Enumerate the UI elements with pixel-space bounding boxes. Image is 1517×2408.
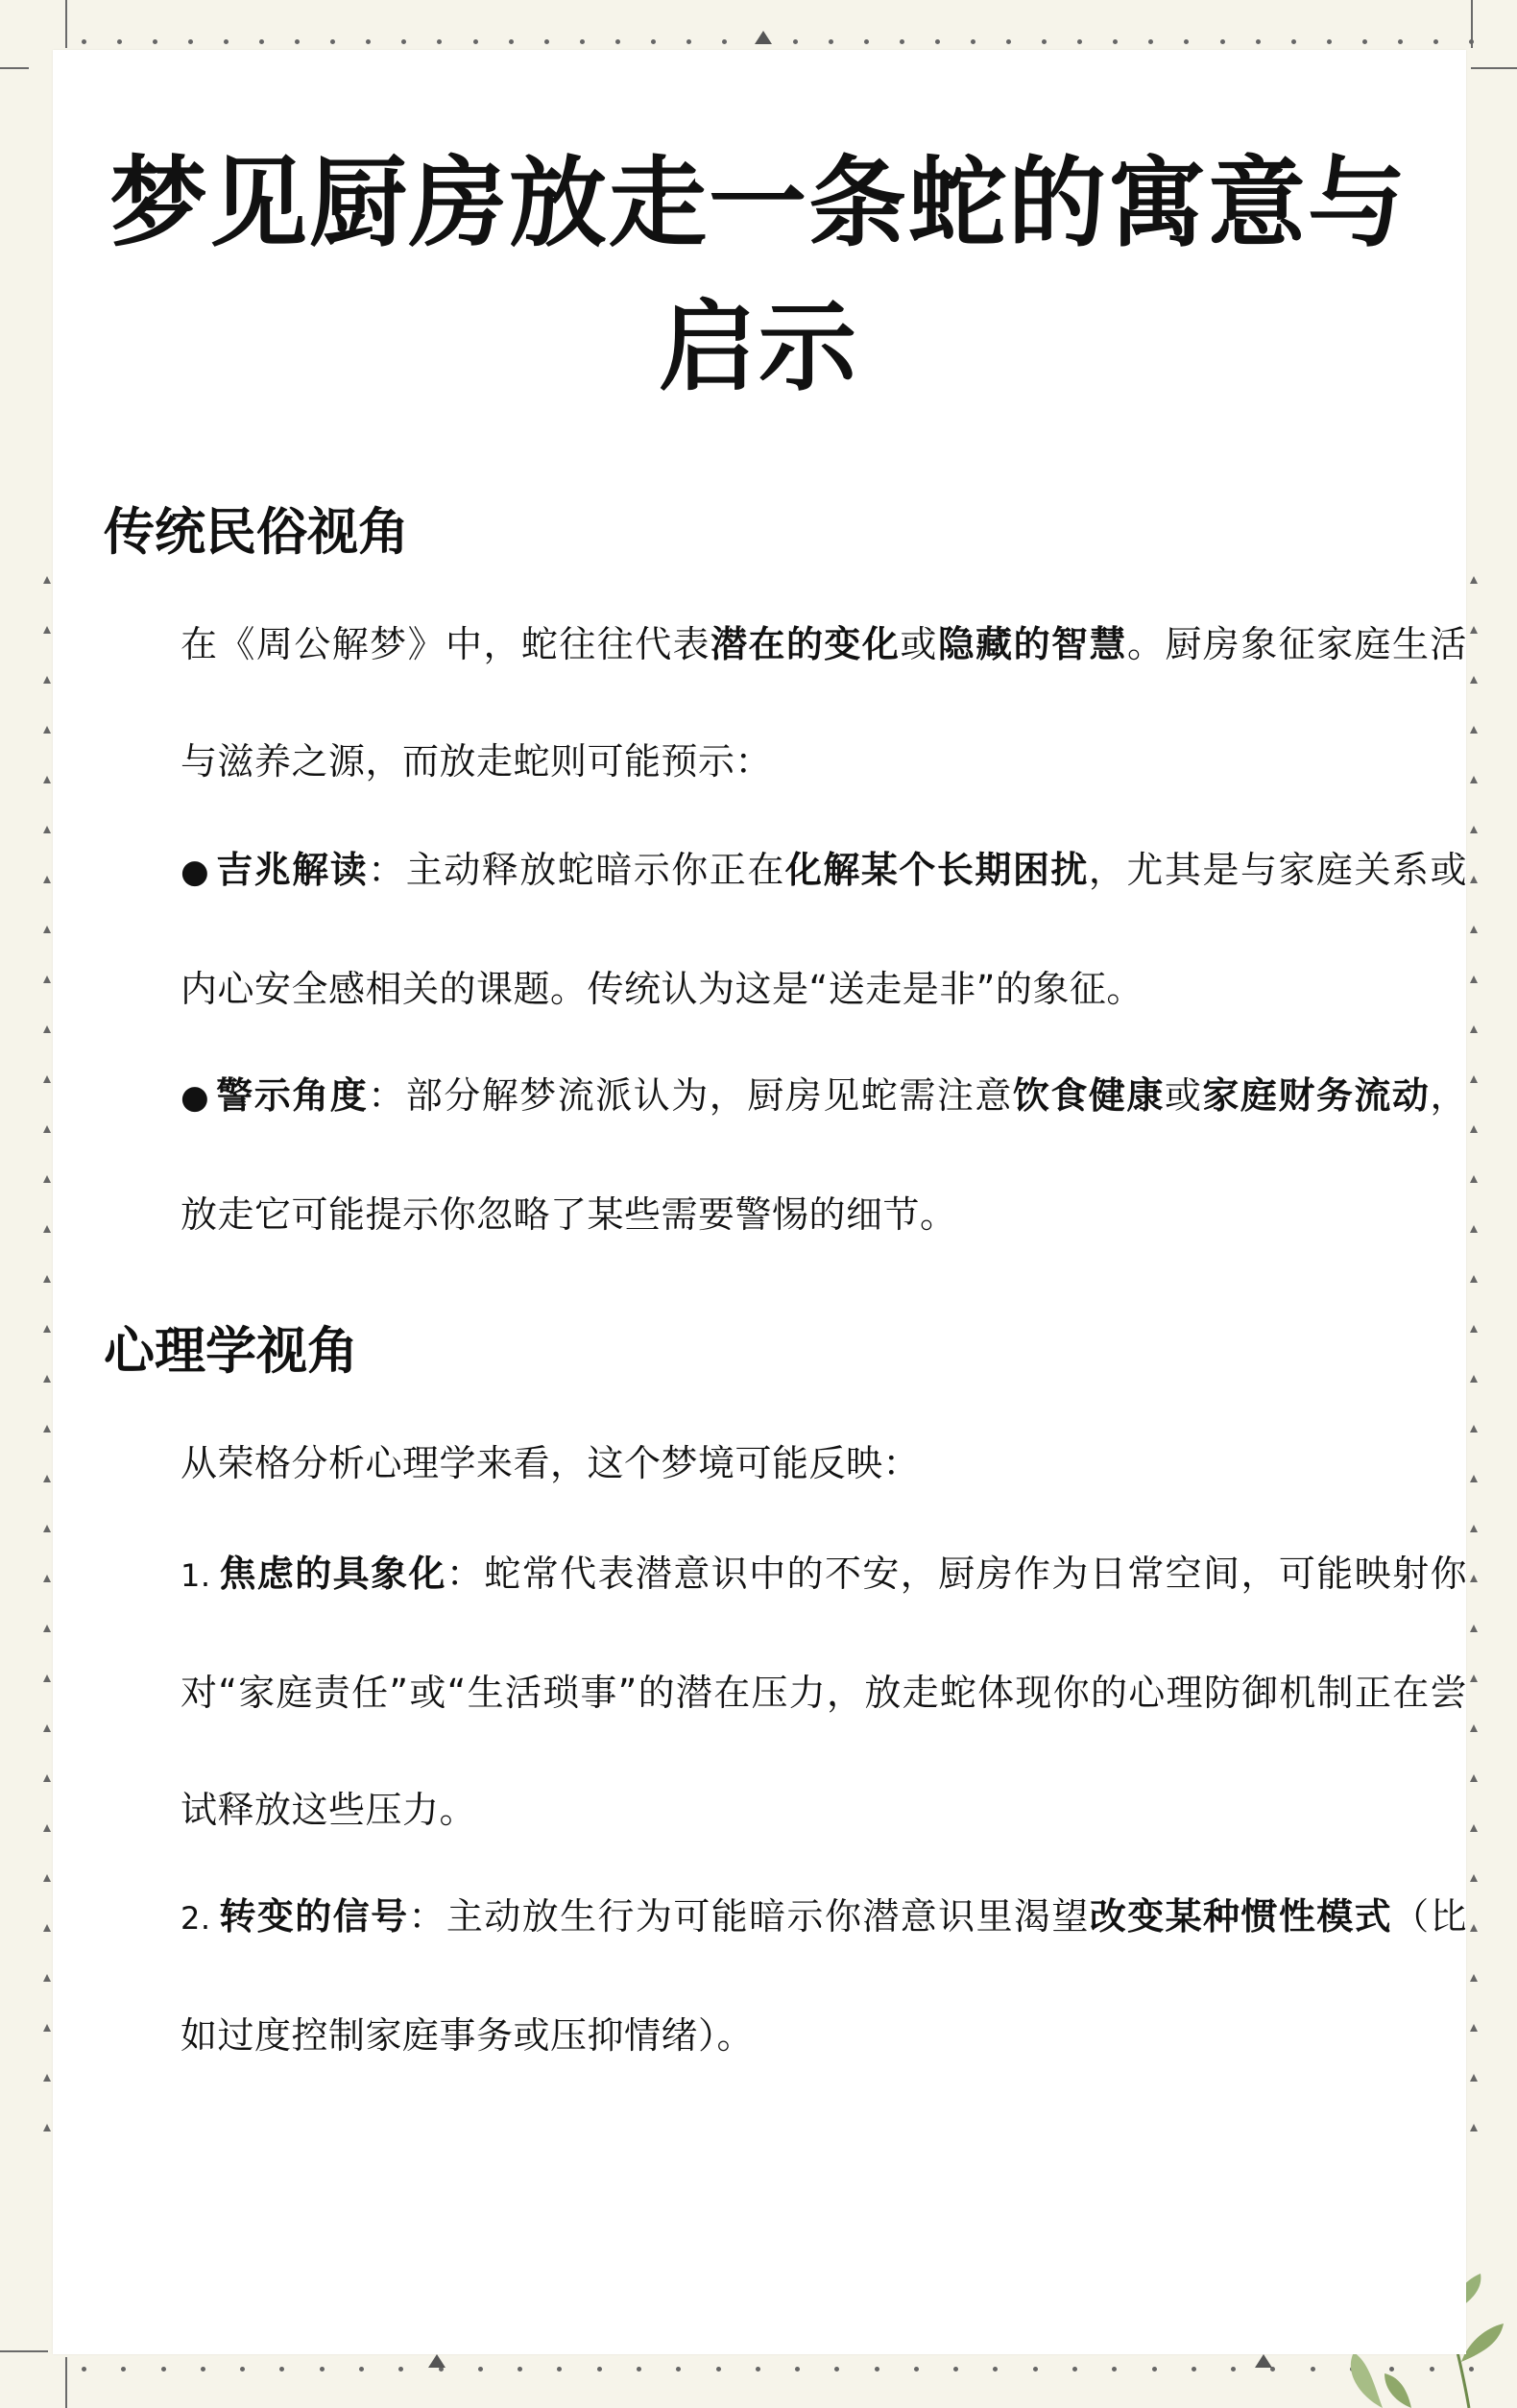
text-run: 或 — [1164, 1074, 1203, 1117]
list-number: 2. — [181, 1900, 211, 1937]
bold-run: 家庭财务流动 — [1202, 1074, 1431, 1117]
title-line-1: 梦见厨房放走一条蛇的寓意与 — [109, 147, 1408, 261]
text-run: 。厨房象征家庭生活与滋养之源，而放走蛇则可能预示： — [181, 623, 1467, 783]
bold-run: 隐藏的智慧 — [937, 623, 1127, 665]
bold-run: 改变某种惯性模式 — [1089, 1895, 1393, 1938]
section-heading-psychology: 心理学视角 — [104, 1322, 358, 1381]
bullet-label: 吉兆解读 — [216, 849, 369, 891]
bullet-label: 警示角度 — [216, 1074, 369, 1117]
text-run: ：主动释放蛇暗示你正在 — [368, 849, 785, 891]
triangle-ornament-top — [755, 31, 772, 44]
list-item-anxiety — [104, 1515, 1467, 1868]
bold-run: 化解某个长期困扰 — [784, 849, 1089, 891]
triangle-ornament-bottom-left — [428, 2354, 445, 2368]
frame-line-left — [65, 0, 67, 48]
triangle-border-left — [42, 576, 52, 2131]
item-label: 焦虑的具象化 — [218, 1553, 446, 1595]
text-run: （比如过度控制家庭事务或压抑情绪）。 — [181, 1895, 1467, 2057]
bullet-marker: ● — [181, 853, 211, 891]
triangle-border-right — [1469, 576, 1479, 2131]
frame-line-top-right — [1471, 67, 1517, 69]
text-run: 或 — [900, 623, 938, 665]
article-title — [0, 132, 1517, 421]
frame-line-left-bottom — [65, 2357, 67, 2408]
list-number: 1. — [181, 1557, 211, 1594]
text-run: ：主动放生行为可能暗示你潜意识里渴望 — [408, 1895, 1090, 1938]
frame-line-top-left — [0, 67, 29, 69]
section2-intro-paragraph: 从荣格分析心理学来看，这个梦境可能反映： — [181, 1442, 921, 1484]
triangle-ornament-bottom-right — [1255, 2354, 1272, 2368]
section1-intro-paragraph — [104, 586, 1467, 820]
frame-line-bottom-left — [0, 2350, 48, 2352]
text-run: ：蛇常代表潜意识中的不安，厨房作为日常空间，可能映射你对“家庭责任”或“生活琐事”的潜在压力，放走蛇体现你的心理防御机制正在尝试释放这些压力。 — [181, 1553, 1467, 1831]
bold-run: 饮食健康 — [1012, 1074, 1165, 1117]
list-item-transformation — [104, 1858, 1467, 2094]
text-run: ，尤其是与家庭关系或内心安全感相关的课题。传统认为这是“送走是非”的象征。 — [181, 849, 1467, 1010]
dot-border-top — [82, 35, 1474, 48]
section-heading-traditional: 传统民俗视角 — [104, 503, 409, 562]
text-run: ：部分解梦流派认为，厨房见蛇需注意 — [368, 1074, 1013, 1117]
title-line-2: 启示 — [659, 291, 858, 405]
text-run: ，放走它可能提示你忽略了某些需要警惕的细节。 — [181, 1074, 1467, 1236]
item-label: 转变的信号 — [218, 1895, 409, 1938]
bullet-marker: ● — [181, 1078, 211, 1117]
bullet-warning — [104, 1037, 1467, 1273]
bold-run: 潜在的变化 — [710, 623, 901, 665]
text-run: 在《周公解梦》中，蛇往往代表 — [181, 623, 711, 665]
bullet-auspicious — [104, 811, 1467, 1047]
